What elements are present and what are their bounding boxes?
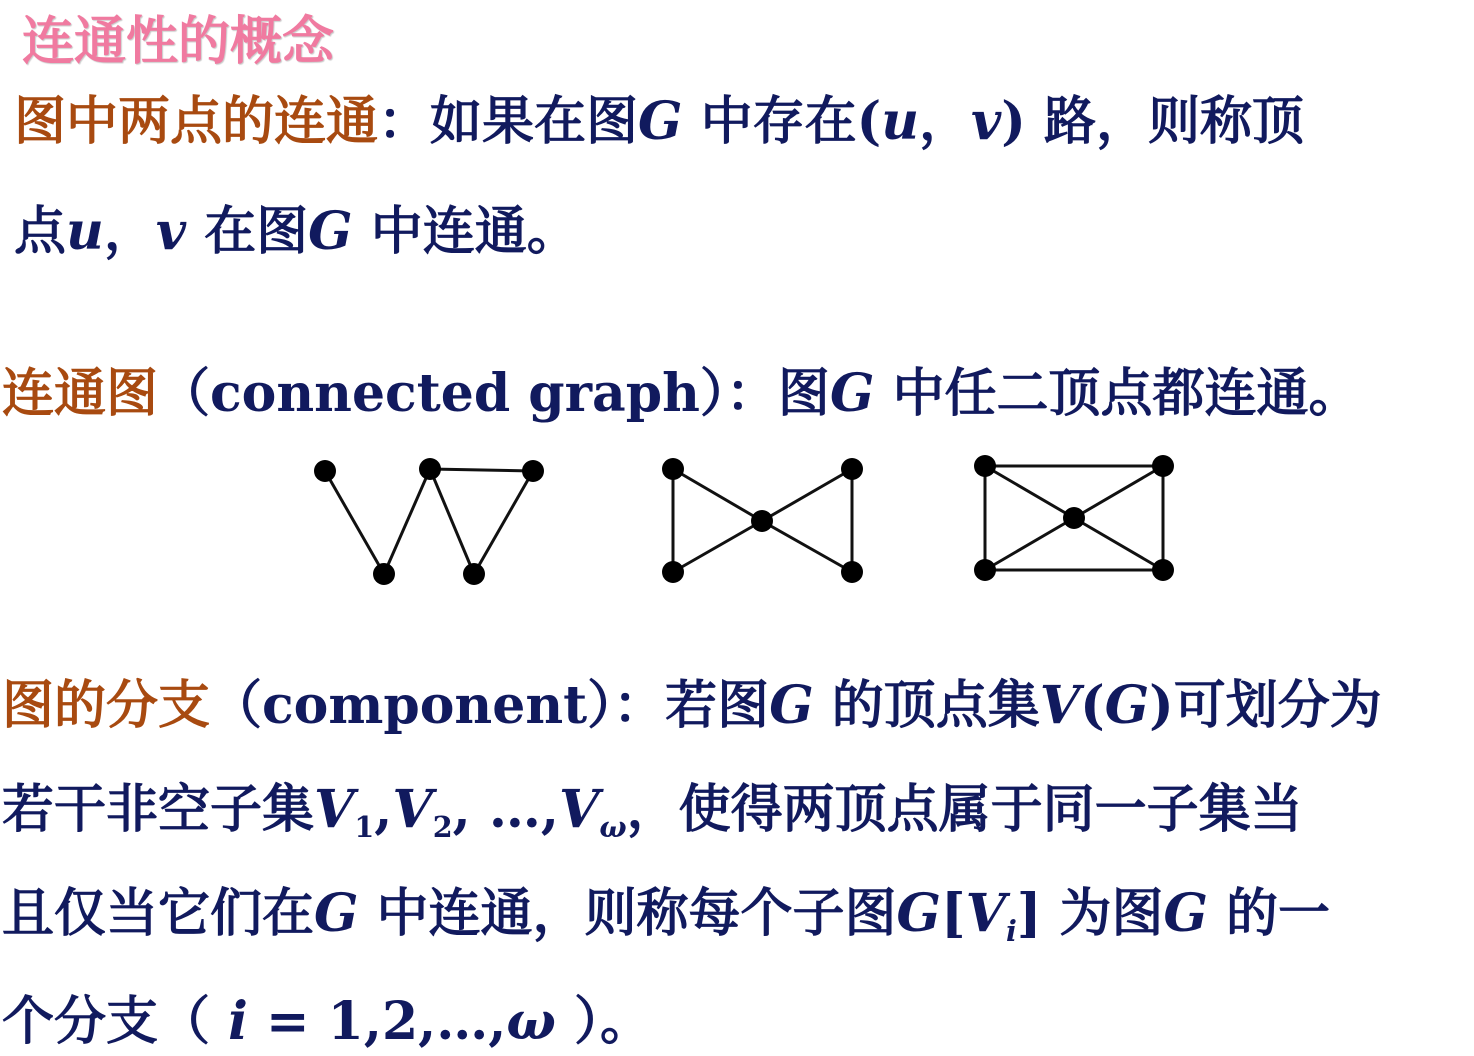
graph-vertex: [974, 455, 996, 477]
graph-vertex: [662, 561, 684, 583]
def3-term: 图的分支: [2, 675, 211, 736]
def1-line2: 点u，v 在图G 中连通。: [14, 201, 579, 262]
graph-vertex: [314, 460, 336, 482]
graph-3: [974, 455, 1174, 581]
def3-line3: 且仅当它们在G 中连通，则称每个子图$G[V_i]$ 为图G 的一: [2, 883, 1331, 948]
graph-vertex: [1152, 559, 1174, 581]
graph-edge: [985, 518, 1074, 570]
graph-vertex: [662, 458, 684, 480]
graph-vertex: [419, 458, 441, 480]
graph-vertex: [841, 458, 863, 480]
graph-vertex: [1152, 455, 1174, 477]
def1-line1: 图中两点的连通：如果在图G 中存在(u，v) 路，则称顶: [14, 91, 1304, 152]
def3-line1: 图的分支（component）：若图G 的顶点集V(G)可划分为: [2, 675, 1382, 736]
graph-edge: [673, 521, 762, 572]
graph-vertex: [463, 563, 485, 585]
graph-vertex: [974, 559, 996, 581]
graph-vertex: [841, 561, 863, 583]
graph-edge: [762, 469, 852, 521]
graph-edge: [474, 471, 533, 574]
def2-line: 连通图（connected graph）：图G 中任二顶点都连通。: [2, 363, 1361, 424]
page-title: 连通性的概念: [22, 11, 335, 72]
graph-edge: [762, 521, 852, 572]
graph-vertex: [522, 460, 544, 482]
graph-edge: [430, 469, 474, 574]
graph-vertex: [373, 563, 395, 585]
graph-edge: [430, 469, 533, 471]
def3-line4: 个分支（ i = 1,2,…,ω ）。: [2, 991, 652, 1052]
graph-vertex: [1063, 507, 1085, 529]
def3-line2: 若干非空子集$V_1,V_2$, $\dots,V_\omega$，使得两顶点属于同一子集当: [2, 779, 1303, 844]
graph-edge: [1074, 518, 1163, 570]
graph-edge: [384, 469, 430, 574]
graph-edge: [985, 466, 1074, 518]
graph-edge: [325, 471, 384, 574]
def2-term: 连通图: [2, 363, 159, 424]
graph-vertex: [751, 510, 773, 532]
graph-edge: [673, 469, 762, 521]
graph-edge: [1074, 466, 1163, 518]
graph-2: [662, 458, 863, 583]
graph-1: [314, 458, 544, 585]
def1-term: 图中两点的连通: [14, 91, 379, 152]
